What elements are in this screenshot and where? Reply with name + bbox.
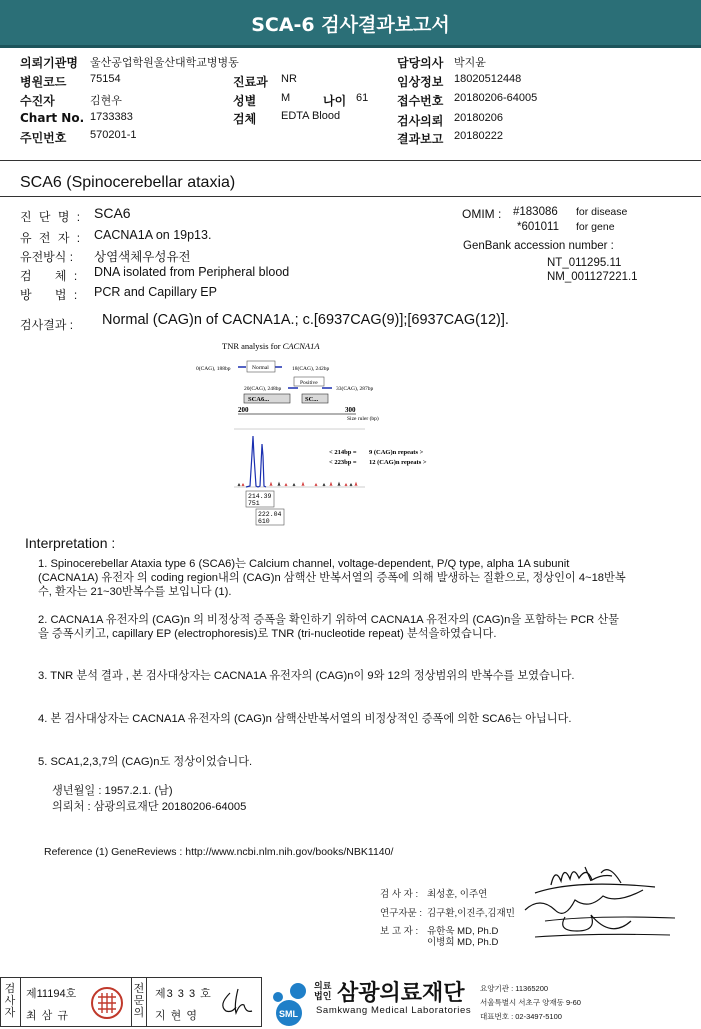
sml-logo-icon [268, 977, 310, 1027]
hdr-label: Chart No. [20, 111, 85, 125]
logo-text: SML [279, 1009, 298, 1019]
hdr-value: NR [281, 73, 297, 85]
reporter-name: 이병희 MD, Ph.D [427, 937, 499, 948]
referral-info: 의뢰처 : 삼광의료재단 20180206-64005 [52, 801, 247, 813]
normal-left-label: 0(CAG), 188bp [196, 366, 231, 372]
info-value: 상염색체우성유전 [94, 250, 191, 264]
logo-dot [290, 983, 306, 999]
noise-trace-black [238, 483, 352, 486]
marker-box-left-label: SCA6... [248, 396, 270, 403]
figure-title: TNR analysis for CACNA1A [222, 341, 320, 351]
hdr-value: M [281, 92, 291, 104]
peak-height: 610 [258, 518, 270, 525]
info-label: 유 전 자 : [20, 231, 83, 245]
phone: 대표번호 : 02-3497-5100 [480, 1012, 562, 1021]
hdr-label: 검체 [233, 112, 257, 126]
seal-pattern [98, 993, 116, 1013]
org-prefix: 의료법인 [314, 981, 332, 1001]
hdr-label: 검사의뢰 [397, 114, 444, 128]
hdr-value: 울산공업학원울산대학교병병동 [90, 57, 239, 69]
info-label: 방 법 : [20, 288, 80, 302]
interpretation-paragraph: 5. SCA1,2,3,7의 (CAG)n도 정상이었습니다. [38, 756, 253, 768]
consultant-names: 김구환,이진주,김재민 [427, 908, 515, 919]
official-seal [89, 985, 125, 1021]
marker-box-right-label: SC... [305, 396, 319, 403]
hdr-label: 결과보고 [397, 132, 444, 146]
tester-name: 최 삼 규 [26, 1010, 69, 1022]
care-code: 요양기관 : 11365200 [480, 984, 549, 993]
interpretation-paragraph: 3. TNR 분석 결과 , 본 검사대상자는 CACNA1A 유전자의 (CAG)n이 9와 12의 정상범위의 반복수를 보였습니다. [38, 670, 575, 682]
address: 서울특별시 서초구 양재동 9-60 [480, 998, 581, 1007]
hdr-label: 나이 [323, 94, 347, 108]
doctor-signature [216, 985, 256, 1019]
normal-right-label: 18(CAG), 242bp [292, 366, 330, 372]
peak-size: 222.04 [258, 511, 282, 518]
report-title: SCA-6 검사결과보고서 [251, 14, 450, 36]
hdr-value: 김현우 [90, 95, 122, 107]
birth-date: 생년월일 : 1957.2.1. (남) [52, 785, 173, 797]
signature-stroke [223, 989, 252, 1013]
hdr-value: EDTA Blood [281, 110, 341, 122]
hdr-label: 의뢰기관명 [20, 56, 78, 70]
peak-height: 751 [248, 500, 260, 507]
peak-trace-blue [246, 436, 266, 487]
hdr-value: 61 [356, 92, 369, 104]
doctor-license: 제3 3 3 호 [155, 988, 212, 1000]
hdr-value: 75154 [90, 73, 121, 85]
divider [0, 160, 701, 161]
info-value: PCR and Capillary EP [94, 285, 217, 299]
tester-names: 최성훈, 이주연 [427, 889, 488, 900]
reference: Reference (1) GeneReviews : http://www.ncbi.nlm.nih.gov/books/NBK1140/ [44, 846, 394, 858]
legend-bp: < 214bp = [329, 449, 357, 456]
hdr-label: 주민번호 [20, 131, 67, 145]
genbank-accession: NM_001127221.1 [547, 271, 638, 283]
signature-stroke [585, 867, 621, 883]
ruler-start: 200 [238, 406, 249, 414]
signature-stroke [551, 872, 612, 885]
hdr-label: 진료과 [233, 75, 268, 89]
result-label: 검사결과 : [20, 318, 74, 332]
hdr-value: 20180206-64005 [454, 92, 538, 104]
hdr-label: 수진자 [20, 94, 55, 108]
hdr-value: 18020512448 [454, 73, 522, 85]
doctor-vertical-label: 전문의 [133, 983, 145, 1019]
omim-disease-note: for disease [576, 206, 628, 218]
result-value: Normal (CAG)n of CACNA1A.; c.[6937CAG(9)];[6937CAG(12)]. [102, 312, 509, 328]
tnr-figure [190, 336, 460, 531]
omim-disease-id: #183086 [513, 206, 558, 218]
tester-vertical-label: 검사자 [4, 983, 16, 1019]
hdr-value: 570201-1 [90, 129, 137, 141]
interpretation-paragraph: 1. Spinocerebellar Ataxia type 6 (SCA6)는 Calcium channel, voltage-dependent, P/Q type, alpha 1A subunit (CACNA1A) 유전자 의 coding region내의 (CAG)n 삼핵산 반복서열의 증폭에 의해 발생하는 질환으로, 정상인이 4~18반복수, 환자는 21~30반복수를 보입니다 (1). [38, 558, 626, 598]
positive-right-label: 33(CAG), 287bp [336, 386, 374, 392]
omim-label: OMIM : [462, 207, 502, 221]
signature-stroke [535, 884, 655, 893]
legend-desc: 12 (CAG)n repeats > [369, 459, 427, 466]
org-name: 삼광의료재단 [337, 981, 465, 1006]
hdr-value: 20180222 [454, 130, 503, 142]
legend-bp: < 223bp = [329, 459, 357, 466]
info-label: 검 체 : [20, 269, 80, 283]
hdr-value: 박지윤 [454, 57, 486, 69]
divider [20, 977, 21, 1027]
info-value: DNA isolated from Peripheral blood [94, 265, 290, 279]
peak-size: 214.39 [248, 493, 272, 500]
section-title: SCA6 (Spinocerebellar ataxia) [20, 174, 236, 191]
info-label: 유전방식 : [20, 250, 74, 264]
tester-license: 제11194호 [26, 988, 77, 1000]
positive-left-label: 20(CAG), 248bp [244, 386, 282, 392]
interpretation-paragraph: 2. CACNA1A 유전자의 (CAG)n 의 비정상적 증폭을 확인하기 위하여 CACNA1A 유전자의 (CAG)n을 포함하는 PCR 산물을 증폭시키고, capillary EP (electrophoresis)로 TNR (tri-nucleotide repeat) 분석을하였습니다. [38, 614, 619, 640]
legend-desc: 9 (CAG)n repeats > [369, 449, 424, 456]
org-english-name: Samkwang Medical Laboratories [316, 1005, 472, 1016]
tester-label: 검 사 자 : [380, 889, 419, 900]
divider [131, 977, 132, 1027]
hdr-label: 임상정보 [397, 75, 444, 89]
hdr-value: 1733383 [90, 111, 133, 123]
hdr-label: 담당의사 [397, 56, 444, 70]
handwritten-signatures [505, 855, 680, 950]
doctor-name: 지 현 영 [155, 1010, 198, 1022]
info-label: 진 단 명 : [20, 210, 83, 224]
hdr-label: 성별 [233, 94, 257, 108]
divider [146, 977, 147, 1027]
info-value: CACNA1A on 19p13. [94, 228, 212, 242]
signature-stroke [525, 890, 643, 913]
omim-gene-id: *601011 [517, 221, 559, 233]
reporter-label: 보 고 자 : [380, 926, 419, 937]
ruler-end: 300 [345, 406, 356, 414]
logo-dot [273, 992, 283, 1002]
divider [0, 196, 701, 197]
ruler-label: Size ruler (bp) [347, 416, 379, 422]
interpretation-title: Interpretation : [25, 535, 116, 551]
normal-label: Normal [252, 365, 269, 371]
interpretation-paragraph: 4. 본 검사대상자는 CACNA1A 유전자의 (CAG)n 삼핵산반복서열의 비정상적인 증폭에 의한 SCA6는 아닙니다. [38, 713, 572, 725]
hdr-value: 20180206 [454, 112, 503, 124]
positive-label: Positive [300, 380, 318, 386]
hdr-label: 접수번호 [397, 94, 444, 108]
reporter-name: 유한욱 MD, Ph.D [427, 926, 499, 937]
hdr-label: 병원코드 [20, 75, 67, 89]
consultant-label: 연구자문 : [380, 908, 422, 919]
genbank-accession: NT_011295.11 [547, 257, 622, 269]
omim-gene-note: for gene [576, 221, 615, 233]
info-value: SCA6 [94, 205, 131, 221]
genbank-label: GenBank accession number : [463, 240, 614, 252]
